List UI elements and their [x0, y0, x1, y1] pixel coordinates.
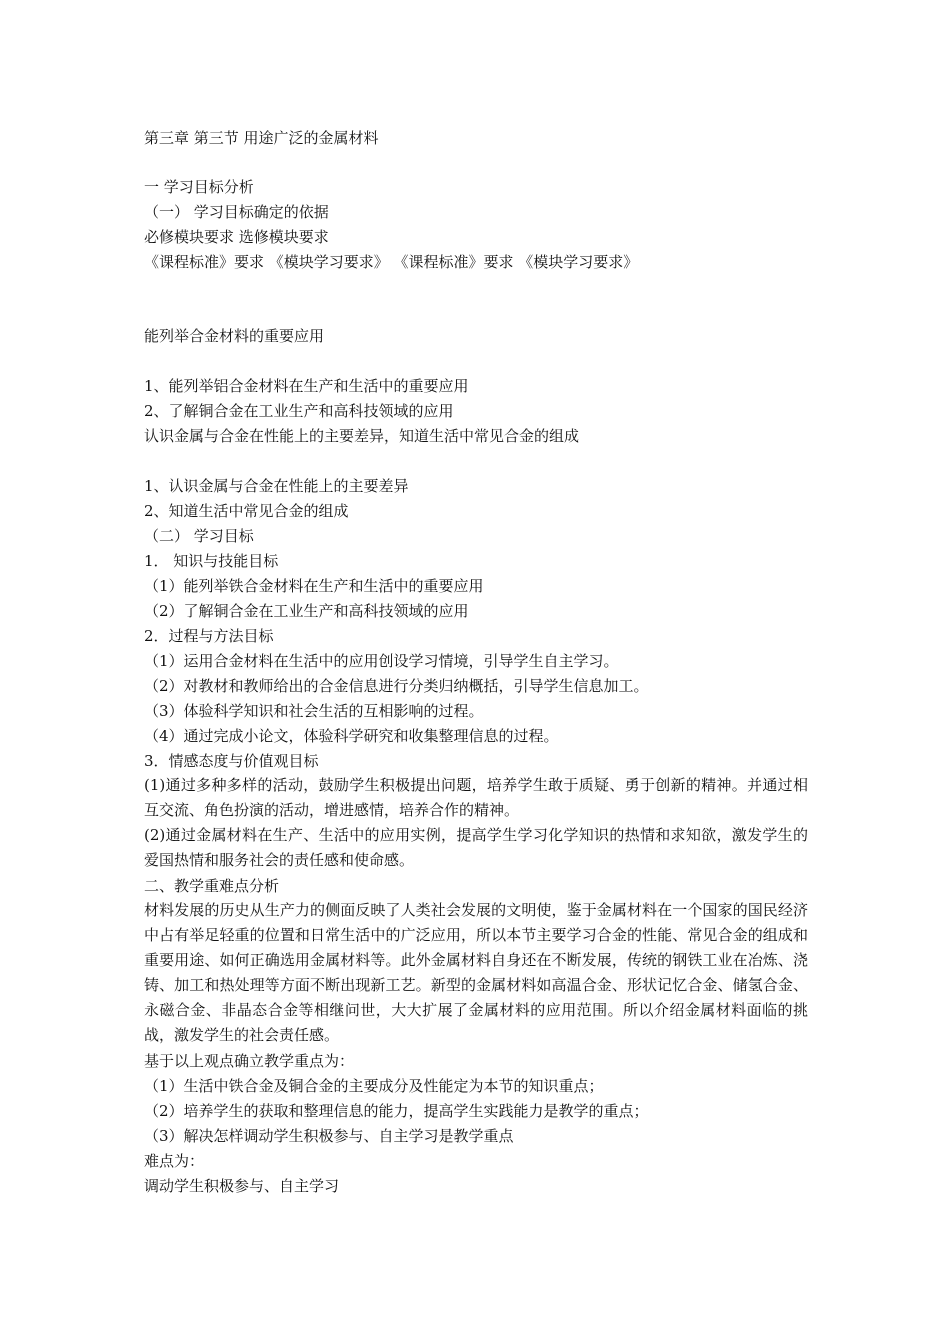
goal-item: （1）能列举铁合金材料在生产和生活中的重要应用	[144, 577, 484, 595]
goal-paragraph: (1)通过多种多样的活动，鼓励学生积极提出问题，培养学生敢于质疑、勇于创新的精神。并通过相互交流、角色扮演的活动，增进感情，培养合作的精神。	[144, 776, 808, 819]
document-title: 第三章 第三节 用途广泛的金属材料	[144, 129, 379, 147]
section-1-heading: 一 学习目标分析	[144, 178, 254, 196]
key-point: （3）解决怎样调动学生积极参与、自主学习是教学重点	[144, 1127, 514, 1145]
requirements-header: 必修模块要求 选修模块要求	[144, 228, 329, 246]
goal-paragraph: (2)通过金属材料在生产、生活中的应用实例，提高学生学习化学知识的热情和求知欲，激发学生的爱国热情和服务社会的责任感和使命感。	[144, 826, 808, 869]
key-point: （1）生活中铁合金及铜合金的主要成分及性能定为本节的知识重点；	[144, 1077, 604, 1095]
requirement-line: 能列举合金材料的重要应用	[144, 327, 325, 345]
document-page	[144, 0, 808, 1344]
goal-heading: 1． 知识与技能目标	[144, 552, 279, 570]
requirement-line: 1、认识金属与合金在性能上的主要差异	[144, 477, 409, 495]
section-1-subheading-goals: （二） 学习目标	[144, 527, 254, 545]
goal-heading: 2．过程与方法目标	[144, 627, 274, 645]
goal-item: （4）通过完成小论文，体验科学研究和收集整理信息的过程。	[144, 727, 559, 745]
requirements-columns: 《课程标准》要求 《模块学习要求》 《课程标准》要求 《模块学习要求》	[144, 253, 639, 271]
requirement-line: 认识金属与合金在性能上的主要差异，知道生活中常见合金的组成	[144, 427, 580, 445]
requirement-line: 2、了解铜合金在工业生产和高科技领域的应用	[144, 402, 454, 420]
goal-heading: 3．情感态度与价值观目标	[144, 752, 319, 770]
requirement-line: 1、能列举铝合金材料在生产和生活中的重要应用	[144, 377, 469, 395]
goal-item: （2）了解铜合金在工业生产和高科技领域的应用	[144, 602, 469, 620]
requirement-line: 2、知道生活中常见合金的组成	[144, 502, 349, 520]
goal-item: （1）运用合金材料在生活中的应用创设学习情境，引导学生自主学习。	[144, 652, 619, 670]
section-2-heading: 二、教学重难点分析	[144, 877, 280, 895]
difficulty-point: 调动学生积极参与、自主学习	[144, 1177, 340, 1195]
key-point: （2）培养学生的获取和整理信息的能力，提高学生实践能力是教学的重点；	[144, 1102, 649, 1120]
section-2-paragraph: 材料发展的历史从生产力的侧面反映了人类社会发展的文明使，鉴于金属材料在一个国家的国民经济中占有举足轻重的位置和日常生活中的广泛应用，所以本节主要学习合金的性能、常见合金的组成和重要用途、如何正确选用金属材料等。此外金属材料自身还在不断发展，传统的钢铁工业在冶炼、浇铸、加工和热处理等方面不断出现新工艺。新型的金属材料如高温合金、形状记忆合金、储氢合金、永磁合金、非晶态合金等相继问世，大大扩展了金属材料的应用范围。所以介绍金属材料面临的挑战，激发学生的社会责任感。	[144, 901, 808, 1044]
goal-item: （3）体验科学知识和社会生活的互相影响的过程。	[144, 702, 484, 720]
goal-item: （2）对教材和教师给出的合金信息进行分类归纳概括，引导学生信息加工。	[144, 677, 649, 695]
section-1-subheading-basis: （一） 学习目标确定的依据	[144, 203, 329, 221]
difficulty-intro: 难点为：	[144, 1152, 205, 1170]
key-points-intro: 基于以上观点确立教学重点为：	[144, 1052, 355, 1070]
